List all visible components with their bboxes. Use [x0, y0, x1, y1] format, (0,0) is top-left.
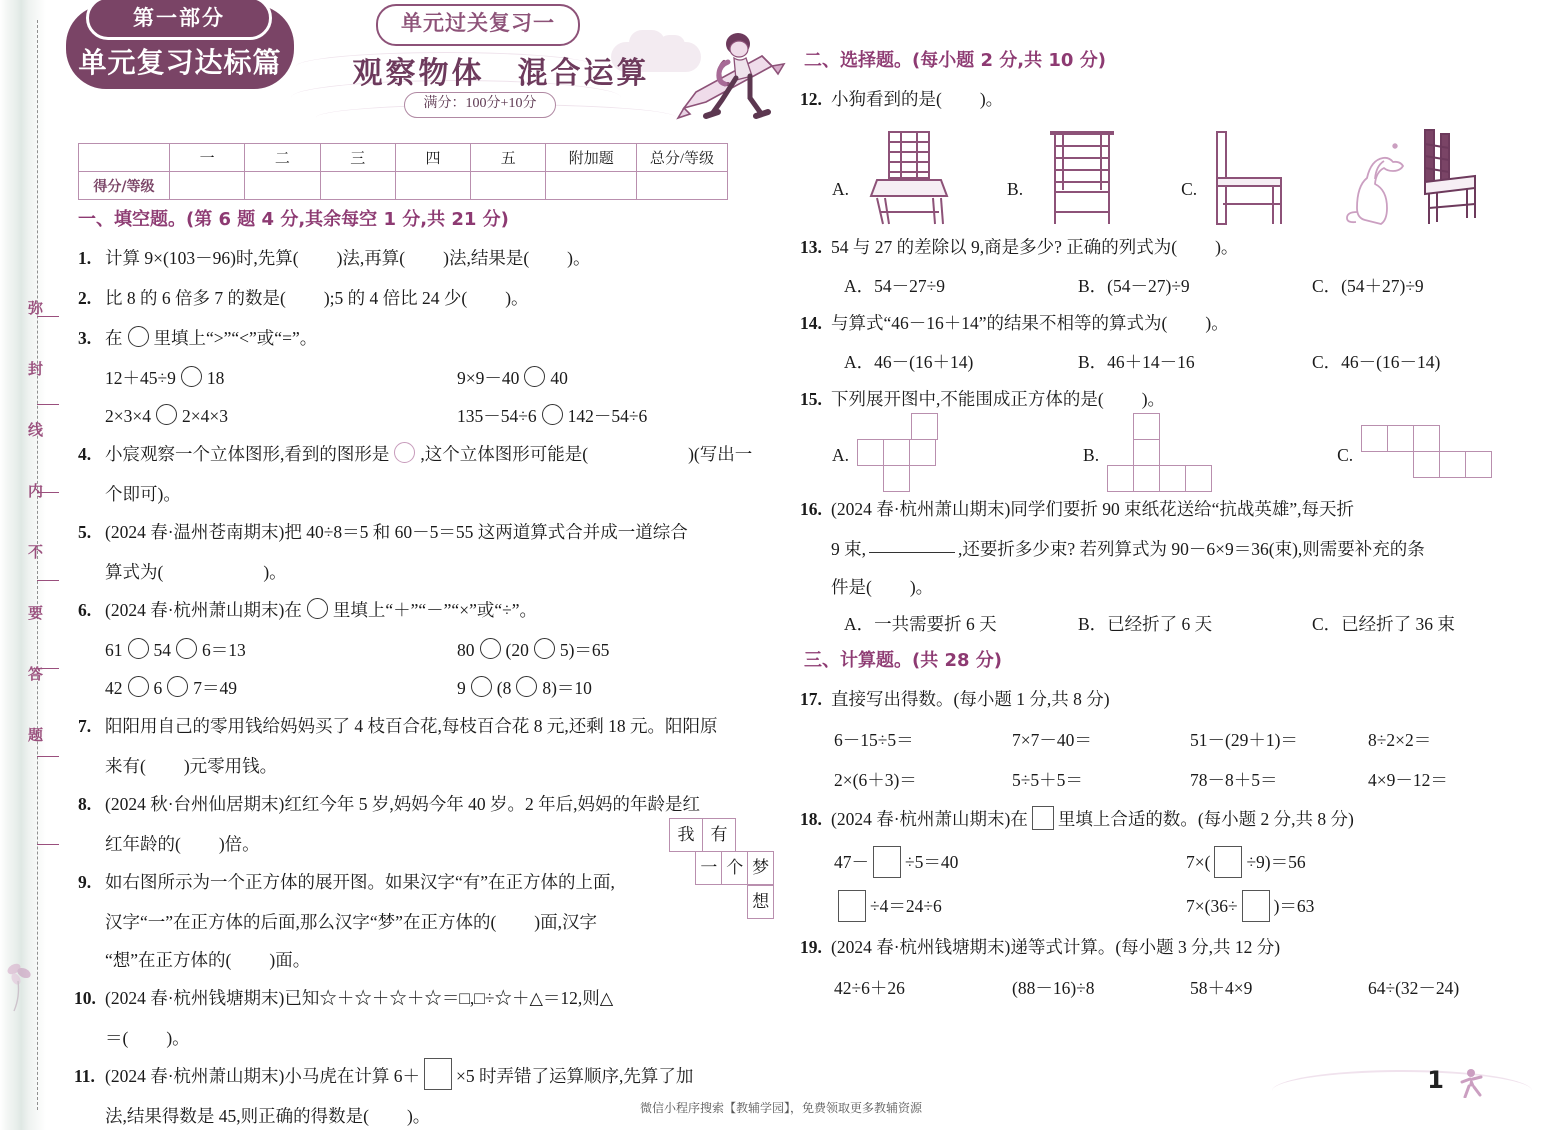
calc-item[interactable]: 78－8＋5＝ — [1190, 770, 1278, 790]
q5-text-a: (2024 春·温州苍南期末)把 40÷8＝5 和 60－5＝55 这两道算式合并成一道综合 — [105, 522, 688, 542]
circle-blank-icon[interactable] — [471, 676, 492, 697]
page-number: 1 — [1427, 1066, 1444, 1094]
q6-prompt-b: 里填上“＋”“－”“×”或“÷”。 — [332, 600, 537, 620]
circle-blank-icon[interactable] — [480, 638, 501, 659]
option-a[interactable]: A．46－(16＋14) — [844, 352, 974, 372]
option-c[interactable]: C．已经折了 36 束 — [1312, 614, 1455, 634]
score-table-header-cell: 四 — [395, 144, 470, 172]
option-b[interactable]: B．已经折了 6 天 — [1078, 614, 1213, 634]
question-16 — [800, 490, 1546, 528]
running-person-icon — [1458, 1068, 1484, 1098]
q17-row — [804, 760, 1546, 800]
q17-row — [804, 720, 1546, 760]
q17-text: 直接写出得数。(每小题 1 分,共 8 分) — [831, 689, 1110, 709]
q1-text-d: )。 — [567, 248, 591, 268]
q6-right — [457, 631, 609, 669]
question-18 — [800, 800, 1546, 838]
net-spacer — [696, 886, 722, 920]
circle-blank-icon[interactable] — [534, 638, 555, 659]
q18-text-b: 里填上合适的数。(每小题 2 分,共 8 分) — [1057, 809, 1354, 829]
cube-net-b-diagram[interactable] — [1107, 413, 1227, 497]
q4-text-a: 小宸观察一个立体图形,看到的图形是 — [105, 444, 390, 464]
question-number: 10. — [74, 988, 96, 1008]
q4-text-d: 个即可)。 — [105, 484, 181, 504]
expression: 47－ — [834, 852, 869, 872]
score-table-corner — [79, 144, 170, 172]
expression: 40 — [550, 368, 568, 388]
question-number: 9. — [78, 872, 92, 892]
option-a-label: A. — [832, 444, 850, 465]
q11-text-b: ×5 时弄错了运算顺序,先算了加 — [455, 1066, 694, 1086]
calc-item[interactable]: (88－16)÷8 — [1012, 978, 1095, 998]
expression: (20 — [505, 640, 529, 660]
net-cell: 我 — [669, 818, 703, 852]
score-cell[interactable] — [636, 172, 727, 200]
question-number: 18. — [800, 809, 822, 829]
q9-text-a: 如右图所示为一个正方体的展开图。如果汉字“有”在正方体的上面, — [105, 872, 615, 892]
question-11 — [74, 1057, 778, 1095]
circle-blank-icon[interactable] — [156, 404, 177, 425]
q7-text-c: )元零用钱。 — [183, 756, 278, 776]
score-cell[interactable] — [546, 172, 637, 200]
q18-left — [834, 840, 1186, 884]
q3-compare-right — [457, 359, 568, 397]
q16-options — [804, 606, 1546, 642]
question-12 — [800, 80, 1546, 118]
part-badge-bottom-label: 单元复习达标篇 — [78, 46, 282, 79]
score-table-header-cell: 三 — [320, 144, 395, 172]
q7-line2 — [78, 747, 778, 785]
q16-text-b: 9 束, — [831, 539, 866, 559]
q8-text-b: 红年龄的( — [105, 834, 181, 854]
expression: 42 — [105, 678, 123, 698]
q12-text-a: 小狗看到的是( — [831, 89, 942, 109]
net-row — [670, 819, 774, 852]
q7-text-a: 阳阳用自己的零用钱给妈妈买了 4 枝百合花,每枝百合花 8 元,还剩 18 元。阳阳原 — [105, 716, 718, 736]
q16-text-d: 件是( — [831, 577, 872, 597]
score-cell[interactable] — [395, 172, 470, 200]
question-5 — [78, 513, 778, 551]
circle-blank-icon[interactable] — [176, 638, 197, 659]
q13-text-b: )。 — [1215, 237, 1239, 257]
q6-left — [105, 669, 457, 707]
expression: 7＝49 — [193, 678, 237, 698]
q2-text-a: 比 8 的 6 倍多 7 的数是( — [105, 288, 286, 308]
score-table-value-row — [79, 172, 728, 200]
question-number: 2. — [78, 288, 92, 308]
circle-blank-icon[interactable] — [167, 676, 188, 697]
seal-vertical-text: 弥封线内不要答题 — [26, 300, 44, 788]
answer-box[interactable] — [873, 846, 901, 878]
question-2 — [78, 279, 778, 317]
answer-box[interactable] — [838, 890, 866, 922]
q9-text-d: “想”在正方体的( — [105, 950, 232, 970]
circle-blank-icon[interactable] — [128, 326, 149, 347]
q4-text-b: ,这个立体图形可能是( — [420, 444, 589, 464]
unit-title-pill — [376, 4, 580, 46]
answer-box[interactable] — [1032, 806, 1054, 830]
net-cell: 想 — [747, 885, 774, 919]
q18-right — [1186, 884, 1538, 928]
expression: 135－54÷6 — [457, 406, 537, 426]
net-spacer — [722, 886, 748, 920]
question-number: 19. — [800, 937, 822, 957]
question-number: 17. — [800, 689, 822, 709]
footer-promo-text: 微信小程序搜索【教辅学园】，免费领取更多教辅资源 — [639, 1101, 922, 1115]
circle-blank-icon[interactable] — [181, 366, 202, 387]
net-cell: 一 — [695, 851, 722, 885]
option-c-label: C. — [1337, 444, 1354, 465]
q18-left — [834, 884, 1186, 928]
expression: 7×(36÷ — [1186, 896, 1238, 916]
answer-box[interactable] — [1214, 846, 1242, 878]
expression: 142－54÷6 — [567, 406, 648, 426]
q10-text-b: ＝( — [105, 1028, 129, 1048]
calc-item[interactable]: 58＋4×9 — [1190, 978, 1253, 998]
question-number: 16. — [800, 499, 822, 519]
part-badge-top-label: 第一部分 — [133, 6, 225, 30]
full-score-pill — [404, 92, 556, 118]
option-b-label: B. — [1007, 179, 1024, 199]
q18-right — [1186, 840, 1538, 884]
score-table-header-cell: 一 — [169, 144, 244, 172]
option-b[interactable]: B．(54－27)÷9 — [1078, 276, 1190, 296]
net-row — [670, 852, 774, 886]
q3-prompt-a: 在 — [105, 328, 123, 348]
q14-text-a: 与算式“46－16＋14”的结果不相等的算式为( — [831, 313, 1168, 333]
question-17 — [800, 680, 1546, 718]
expression: 2×4×3 — [182, 406, 228, 426]
question-number: 3. — [78, 328, 92, 348]
net-cell: 个 — [721, 851, 748, 885]
q3-compare-left — [105, 359, 457, 397]
question-number: 14. — [800, 313, 822, 333]
q2-text-b: );5 的 4 倍比 24 少( — [323, 288, 468, 308]
expression: 61 — [105, 640, 123, 660]
question-4 — [78, 435, 778, 473]
q18-row — [804, 840, 1546, 884]
expression: ÷4＝24÷6 — [870, 896, 942, 916]
expression: 2×3×4 — [105, 406, 151, 426]
part-badge-bottom — [66, 40, 294, 86]
q15-text-b: )。 — [1141, 389, 1166, 409]
question-6 — [78, 591, 778, 629]
question-number: 7. — [78, 716, 92, 736]
option-a[interactable]: A．54－27÷9 — [844, 276, 945, 296]
expression: )＝63 — [1273, 896, 1315, 916]
q2-text-c: )。 — [505, 288, 529, 308]
q6-prompt-a: (2024 春·杭州萧山期末)在 — [105, 600, 302, 620]
q6-operator-row — [78, 631, 778, 669]
answer-box[interactable] — [424, 1058, 452, 1090]
score-cell[interactable] — [245, 172, 320, 200]
circle-blank-icon[interactable] — [542, 404, 563, 425]
cube-net-c-diagram[interactable] — [1361, 425, 1497, 485]
question-number: 15. — [800, 389, 822, 409]
question-3 — [78, 319, 778, 357]
q7-text-b: 来有( — [105, 756, 146, 776]
expression: 9 — [457, 678, 466, 698]
q10-text-c: )。 — [166, 1028, 190, 1048]
circle-blank-icon[interactable] — [524, 366, 545, 387]
q4-text-c: )(写出一 — [688, 444, 753, 464]
cube-net-a-diagram[interactable] — [857, 413, 977, 497]
q19-text: (2024 春·杭州钱塘期末)递等式计算。(每小题 3 分,共 12 分) — [831, 937, 1281, 957]
expression: 80 — [457, 640, 475, 660]
q15-text-a: 下列展开图中,不能围成正方体的是( — [831, 389, 1104, 409]
expression: 12＋45÷9 — [105, 368, 176, 388]
q14-text-b: )。 — [1205, 313, 1229, 333]
expression: 9×9－40 — [457, 368, 520, 388]
right-column — [800, 46, 1546, 1008]
expression: 5)＝65 — [559, 640, 610, 660]
question-14 — [800, 304, 1546, 342]
q9-text-c: )面,汉字 — [534, 912, 597, 932]
circle-blank-icon[interactable] — [516, 676, 537, 697]
expression: 18 — [206, 368, 225, 388]
q13-text-a: 54 与 27 的差除以 9,商是多少? 正确的列式为( — [831, 237, 1178, 257]
q9-line3 — [78, 941, 778, 979]
q10-text-a: (2024 春·杭州钱塘期末)已知☆＋☆＋☆＋☆＝□,□÷☆＋△＝12,则△ — [105, 988, 614, 1008]
q16-line3 — [804, 568, 1546, 606]
q16-text-a: (2024 春·杭州萧山期末)同学们要折 90 束纸花送给“抗战英雄”,每天折 — [831, 499, 1355, 519]
expression: 6 — [153, 678, 163, 698]
calc-item[interactable]: 2×(6＋3)＝ — [834, 770, 917, 790]
option-c[interactable]: C．46－(16－14) — [1312, 352, 1441, 372]
calc-item[interactable]: 8÷2×2＝ — [1368, 730, 1432, 750]
calc-item[interactable]: 7×7－40＝ — [1012, 730, 1092, 750]
question-number: 13. — [800, 237, 822, 257]
calc-item[interactable]: 42÷6＋26 — [834, 978, 905, 998]
net-spacer — [670, 852, 696, 886]
q5-line2 — [78, 553, 778, 591]
unit-title-label: 单元过关复习一 — [401, 11, 555, 35]
q3-compare-left — [105, 397, 457, 435]
expression: ÷5＝40 — [905, 852, 959, 872]
q3-compare-row — [78, 397, 778, 435]
q5-text-b: 算式为( — [105, 562, 164, 582]
q8-text-c: )倍。 — [218, 834, 260, 854]
score-table-header-cell: 总分/等级 — [636, 144, 727, 172]
option-a[interactable]: A．一共需要折 6 天 — [844, 614, 997, 634]
page-content — [46, 0, 1562, 1130]
q3-compare-row — [78, 359, 778, 397]
expression: ÷9)＝56 — [1246, 852, 1306, 872]
calc-item[interactable]: 6－15÷5＝ — [834, 730, 914, 750]
score-table-header-cell: 二 — [245, 144, 320, 172]
q1-text-c: )法,结果是( — [443, 248, 530, 268]
q12-options-row — [804, 120, 1546, 228]
q1-text-a: 计算 9×(103－96)时,先算( — [105, 248, 299, 268]
score-table-row-label: 得分/等级 — [79, 172, 170, 200]
q15-options-row — [804, 420, 1546, 490]
section-3-heading: 三、计算题。(共 28 分) — [804, 650, 1003, 671]
q16-text-e: )。 — [909, 577, 934, 597]
question-10 — [74, 979, 778, 1017]
chair-front-view-illustration[interactable] — [855, 128, 963, 228]
q11-text-a: (2024 春·杭州萧山期末)小马虎在计算 6＋ — [105, 1066, 420, 1086]
expression: 6＝13 — [202, 640, 246, 660]
score-table-header-row — [79, 144, 728, 172]
question-19 — [800, 928, 1546, 966]
answer-blank-line[interactable] — [869, 552, 955, 553]
q18-text-a: (2024 春·杭州萧山期末)在 — [831, 809, 1028, 829]
answer-box[interactable] — [1242, 890, 1270, 922]
question-13 — [800, 228, 1546, 266]
score-cell[interactable] — [320, 172, 395, 200]
q16-text-c: ,还要折多少束? 若列算式为 90－6×9＝36(束),则需要补充的条 — [958, 539, 1425, 559]
section-1-heading: 一、填空题。(第 6 题 4 分,其余每空 1 分,共 21 分) — [78, 209, 509, 230]
option-c-label: C. — [1181, 179, 1198, 199]
question-1 — [78, 239, 778, 277]
question-number: 11. — [74, 1066, 95, 1086]
q6-right — [457, 669, 592, 707]
net-row — [670, 886, 774, 920]
option-a-label: A. — [832, 179, 850, 199]
circle-blank-icon[interactable] — [128, 676, 149, 697]
option-c[interactable]: C．(54＋27)÷9 — [1312, 276, 1424, 296]
q10-line2 — [78, 1019, 778, 1057]
question-number: 12. — [800, 89, 822, 109]
q11-text-c: 法,结果得数是 45,则正确的得数是( — [105, 1106, 369, 1126]
expression: (8 — [496, 678, 512, 698]
q5-text-c: )。 — [263, 562, 287, 582]
q9-text-b: 汉字“一”在正方体的后面,那么汉字“梦”在正方体的( — [105, 912, 497, 932]
expression: 8)＝10 — [542, 678, 592, 698]
left-column — [74, 205, 778, 1135]
page-title: 观察物体 混合运算 — [352, 56, 650, 91]
q6-left — [105, 631, 457, 669]
q18-row — [804, 884, 1546, 928]
q8-text-a: (2024 秋·台州仙居期末)红红今年 5 岁,妈妈今年 40 岁。2 年后,妈妈的年龄是红 — [105, 794, 700, 814]
option-b[interactable]: B．46＋14－16 — [1078, 352, 1195, 372]
score-table-header-cell: 五 — [471, 144, 546, 172]
boy-on-pencil-illustration — [676, 30, 786, 125]
q6-operator-row — [78, 669, 778, 707]
q13-options — [804, 268, 1546, 304]
net-spacer — [670, 886, 696, 920]
score-table — [78, 143, 728, 200]
q12-text-b: )。 — [979, 89, 1004, 109]
calc-item[interactable]: 5÷5＋5＝ — [1012, 770, 1083, 790]
q9-cube-net-diagram — [670, 819, 774, 920]
score-table-header-cell: 附加题 — [546, 144, 637, 172]
question-number: 1. — [78, 248, 92, 268]
q9-text-e: )面。 — [269, 950, 311, 970]
circle-shape-icon — [394, 442, 415, 463]
flower-decoration-icon — [0, 955, 40, 1015]
calc-item[interactable]: 64÷(32－24) — [1368, 978, 1460, 998]
q14-options — [804, 344, 1546, 380]
question-number: 5. — [78, 522, 92, 542]
part-badge-top — [86, 0, 272, 40]
score-cell[interactable] — [169, 172, 244, 200]
q11-text-d: )。 — [406, 1106, 431, 1126]
q16-line2 — [804, 530, 1546, 568]
dog-and-chair-scene-illustration — [1329, 124, 1479, 228]
question-number: 6. — [78, 600, 92, 620]
net-cell: 有 — [702, 818, 736, 852]
question-7 — [78, 707, 778, 745]
expression: 7×( — [1186, 852, 1211, 872]
circle-blank-icon[interactable] — [307, 598, 328, 619]
q3-compare-right — [457, 397, 647, 435]
net-cell: 梦 — [747, 851, 774, 885]
q19-row — [804, 968, 1546, 1008]
q1-text-b: )法,再算( — [336, 248, 406, 268]
chair-side-view-illustration[interactable] — [1203, 128, 1303, 228]
option-b-label: B. — [1083, 444, 1100, 465]
question-number: 4. — [78, 444, 92, 464]
question-number: 8. — [78, 794, 92, 814]
calc-item[interactable]: 51－(29＋1)＝ — [1190, 730, 1298, 750]
calc-item[interactable]: 4×9－12＝ — [1368, 770, 1448, 790]
section-2-heading: 二、选择题。(每小题 2 分,共 10 分) — [804, 50, 1106, 71]
score-cell[interactable] — [471, 172, 546, 200]
q3-prompt-b: 里填上“>”“<”或“=”。 — [153, 328, 318, 348]
expression: 54 — [153, 640, 171, 660]
full-score-label: 满分：100分+10分 — [423, 96, 537, 111]
circle-blank-icon[interactable] — [128, 638, 149, 659]
chair-back-view-illustration[interactable] — [1029, 128, 1137, 228]
